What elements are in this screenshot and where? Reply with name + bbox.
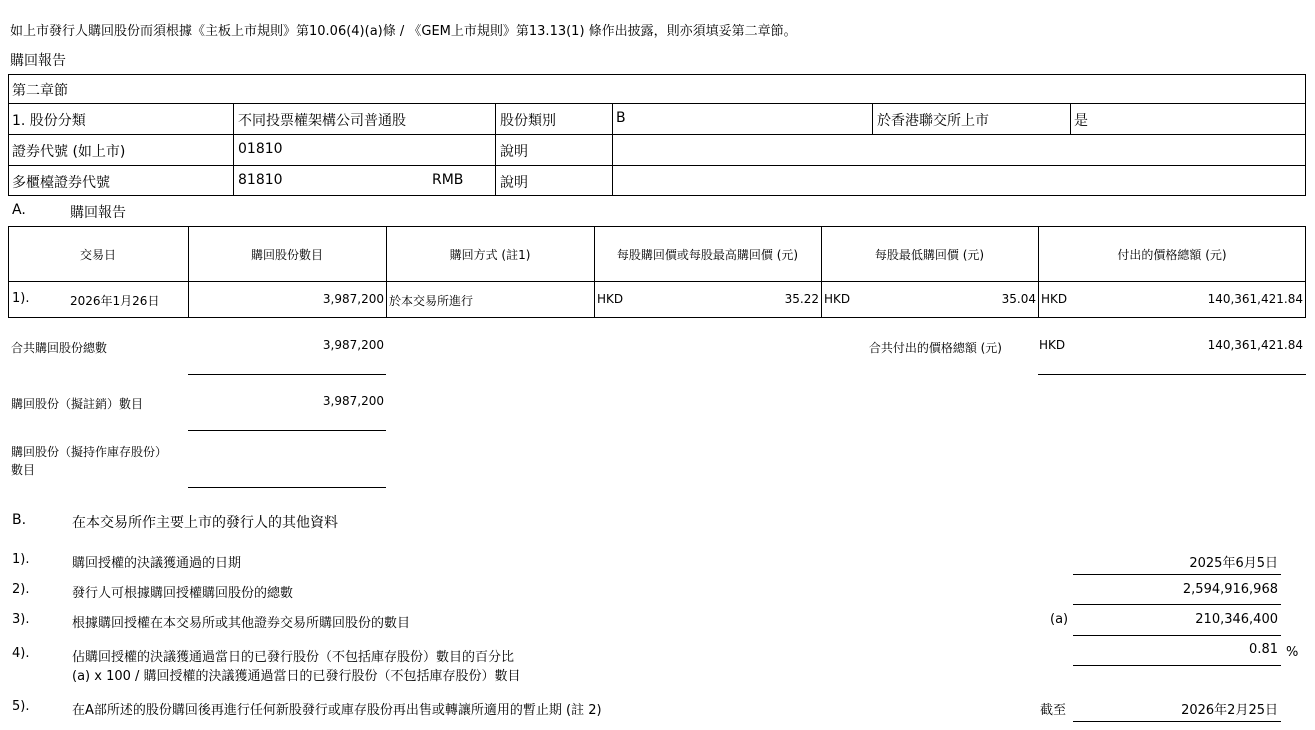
item-index: 3).	[12, 612, 30, 627]
divider	[8, 281, 1306, 282]
item-value: 0.81	[1249, 642, 1278, 657]
row-low-price: 35.04	[1001, 292, 1036, 306]
hk-listed-label: 於香港聯交所上市	[877, 113, 989, 129]
total-paid-value: 140,361,421.84	[1207, 338, 1303, 352]
row-low-ccy: HKD	[824, 292, 851, 306]
divider	[233, 103, 234, 196]
divider	[8, 165, 1306, 166]
hk-listed-value: 是	[1074, 113, 1088, 129]
item-value: 2025年6月5日	[1189, 556, 1278, 571]
divider	[872, 103, 873, 134]
total-shares-value: 3,987,200	[322, 338, 384, 352]
header-total: 付出的價格總額 (元)	[1117, 248, 1227, 262]
item-index: 4).	[12, 646, 30, 661]
treasury-label-line2: 數目	[11, 463, 36, 477]
item-text: 根據購回授權在本交易所或其他證券交易所購回股份的數目	[72, 616, 411, 631]
item-text: 在A部所述的股份購回後再進行任何新股發行或庫存股份再出售或轉讓所適用的暫止期 (註 2)	[72, 703, 602, 718]
stock-code-label: 證券代號 (如上市)	[12, 144, 126, 160]
part-a-title: 購回報告	[70, 205, 126, 221]
desc-label-2: 說明	[500, 175, 528, 191]
row-shares: 3,987,200	[322, 292, 384, 306]
divider	[612, 103, 613, 196]
total-paid-label: 合共付出的價格總額 (元)	[868, 341, 1002, 355]
header-trade-date: 交易日	[79, 248, 116, 262]
row-high-ccy: HKD	[597, 292, 624, 306]
header-low-price: 每股最低購回價 (元)	[874, 248, 985, 262]
underline	[1038, 374, 1306, 375]
underline	[1073, 665, 1281, 666]
divider	[495, 103, 496, 196]
header-high-price: 每股購回價或每股最高購回價 (元)	[616, 248, 799, 262]
section2-title: 第二章節	[12, 83, 68, 99]
divider	[8, 103, 1306, 104]
part-a-letter: A.	[12, 202, 26, 218]
row-high-price: 35.22	[784, 292, 819, 306]
header-shares: 購回股份數目	[250, 248, 323, 262]
percent-sign: %	[1286, 645, 1299, 660]
divider	[1070, 103, 1071, 134]
underline	[1073, 721, 1281, 722]
share-class-value: 不同投票權架構公司普通股	[238, 113, 406, 129]
share-type-value: B	[616, 110, 626, 126]
section2-border	[8, 74, 1306, 196]
underline	[188, 487, 386, 488]
multi-counter-currency: RMB	[432, 172, 464, 188]
underline	[188, 374, 386, 375]
row-total: 140,361,421.84	[1207, 292, 1303, 306]
divider	[821, 226, 822, 318]
treasury-label-line1: 購回股份（擬持作庫存股份）	[11, 445, 168, 459]
row-index: 1).	[12, 291, 30, 306]
multi-counter-value: 81810	[238, 172, 283, 188]
report-title: 購回報告	[10, 53, 66, 69]
header-method: 購回方式 (註1)	[449, 248, 531, 262]
divider	[1038, 226, 1039, 318]
divider	[188, 226, 189, 318]
total-paid-ccy: HKD	[1039, 338, 1066, 352]
item-text: 發行人可根據購回授權購回股份的總數	[72, 586, 294, 601]
share-type-label: 股份類別	[500, 113, 556, 129]
row-total-ccy: HKD	[1041, 292, 1068, 306]
stock-code-value: 01810	[238, 141, 283, 157]
item-value: 2026年2月25日	[1181, 703, 1278, 718]
underline	[1073, 635, 1281, 636]
item-prefix: 截至	[1040, 703, 1067, 718]
cancel-value: 3,987,200	[322, 394, 384, 408]
divider	[8, 134, 1306, 135]
item-index: 2).	[12, 582, 30, 597]
item-index: 1).	[12, 552, 30, 567]
share-class-label: 1. 股份分類	[12, 113, 86, 129]
item-index: 5).	[12, 699, 30, 714]
divider	[386, 226, 387, 318]
desc-label: 說明	[500, 144, 528, 160]
part-b-letter: B.	[12, 512, 27, 528]
multi-counter-label: 多櫃檯證券代號	[12, 175, 110, 191]
part-b-title: 在本交易所作主要上市的發行人的其他資料	[72, 515, 338, 531]
intro-text: 如上市發行人購回股份而須根據《主板上市規則》第10.06(4)(a)條 / 《GEM上市規則》第13.13(1) 條作出披露，則亦須填妥第二章節。	[10, 24, 797, 39]
item-value: 210,346,400	[1195, 612, 1278, 627]
divider	[594, 226, 595, 318]
underline	[188, 430, 386, 431]
cancel-label: 購回股份（擬註銷）數目	[11, 397, 144, 411]
row-date: 2026年1月26日	[70, 294, 160, 308]
item-text: 購回授權的決議獲通過的日期	[72, 556, 242, 571]
item-prefix: (a)	[1050, 612, 1069, 627]
row-method: 於本交易所進行	[389, 294, 474, 308]
underline	[1073, 574, 1281, 575]
item-value: 2,594,916,968	[1182, 582, 1278, 597]
item-text-line2: (a) x 100 / 購回授權的決議獲通過當日的已發行股份（不包括庫存股份）數目	[72, 669, 521, 684]
underline	[1073, 604, 1281, 605]
item-text: 佔購回授權的決議獲通過當日的已發行股份（不包括庫存股份）數目的百分比	[72, 650, 515, 665]
total-shares-label: 合共購回股份總數	[11, 341, 108, 355]
